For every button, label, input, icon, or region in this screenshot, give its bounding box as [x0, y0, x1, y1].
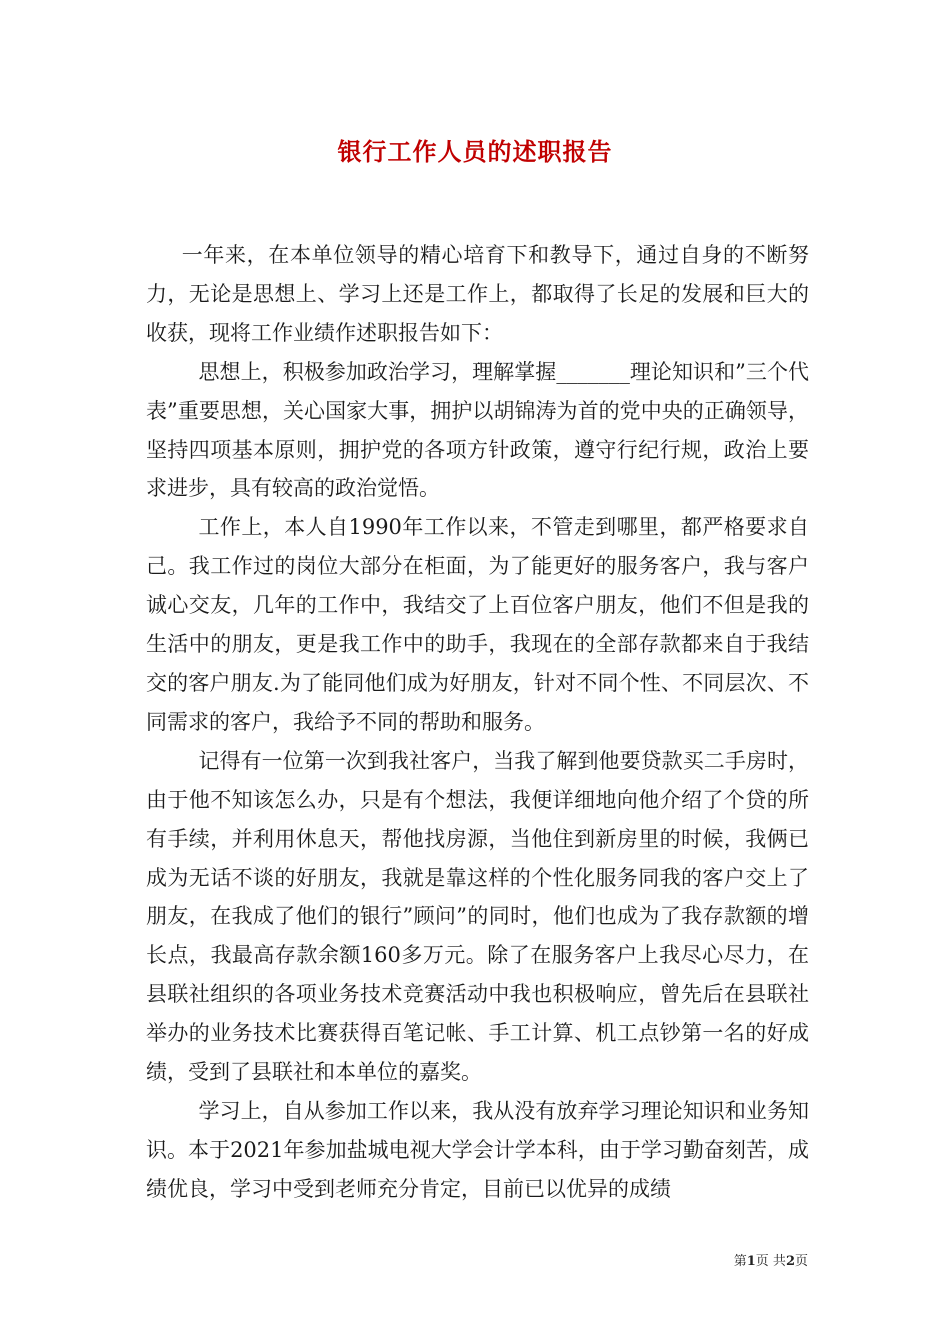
paragraph-intro: 一年来，在本单位领导的精心培育下和教导下，通过自身的不断努力，无论是思想上、学习上还是工作上，都取得了长足的发展和巨大的收获，现将工作业绩作述职报告如下：: [146, 243, 809, 345]
document-title: 银行工作人员的述职报告: [337, 137, 613, 166]
paragraph-study: 学习上，自从参加工作以来，我从没有放弃学习理论知识和业务知识。本于2021年参加盐城电视大学会计学本科，由于学习勤奋刻苦，成绩优良，学习中受到老师充分肯定，目前已以优异的成绩: [146, 1098, 809, 1201]
footer-total-pages: 2: [785, 1254, 795, 1269]
page-number-footer: [734, 1250, 808, 1269]
document-body: [146, 236, 809, 1209]
paragraph-work: 工作上，本人自1990年工作以来，不管走到哪里，都严格要求自己。我工作过的岗位大部分在柜面，为了能更好的服务客户，我与客户诚心交友，几年的工作中，我结交了上百位客户朋友，他们不但是我的生活中的朋友，更是我工作中的助手，我现在的全部存款都来自于我结交的客户朋友.为了能同他们成为好朋友，针对不同个性、不同层次、不同需求的客户，我给予不同的帮助和服务。: [146, 515, 809, 734]
paragraph-customer-story: 记得有一位第一次到我社客户，当我了解到他要贷款买二手房时，由于他不知该怎么办，只是有个想法，我便详细地向他介绍了个贷的所有手续，并利用休息天，帮他找房源，当他住到新房里的时候，我俩已成为无话不谈的好朋友，我就是靠这样的个性化服务同我的客户交上了朋友，在我成了他们的银行”顾问”的同时，他们也成为了我存款额的增长点，我最高存款余额160多万元。除了在服务客户上我尽心尽力，在县联社组织的各项业务技术竞赛活动中我也积极响应，曾先后在县联社举办的业务技术比赛获得百笔记帐、手工计算、机工点钞第一名的好成绩，受到了县联社和本单位的嘉奖。: [146, 748, 809, 1085]
footer-suffix: 页: [794, 1254, 808, 1269]
footer-current-page: 1: [746, 1254, 756, 1269]
paragraph-ideology: 思想上，积极参加政治学习，理解掌握_______理论知识和”三个代表”重要思想，关心国家大事，拥护以胡锦涛为首的党中央的正确领导，坚持四项基本原则，拥护党的各项方针政策，遵守行纪行规，政治上要求进步，具有较高的政治觉悟。: [146, 359, 809, 501]
footer-prefix: 第: [733, 1254, 747, 1269]
footer-middle: 页 共: [755, 1254, 786, 1269]
